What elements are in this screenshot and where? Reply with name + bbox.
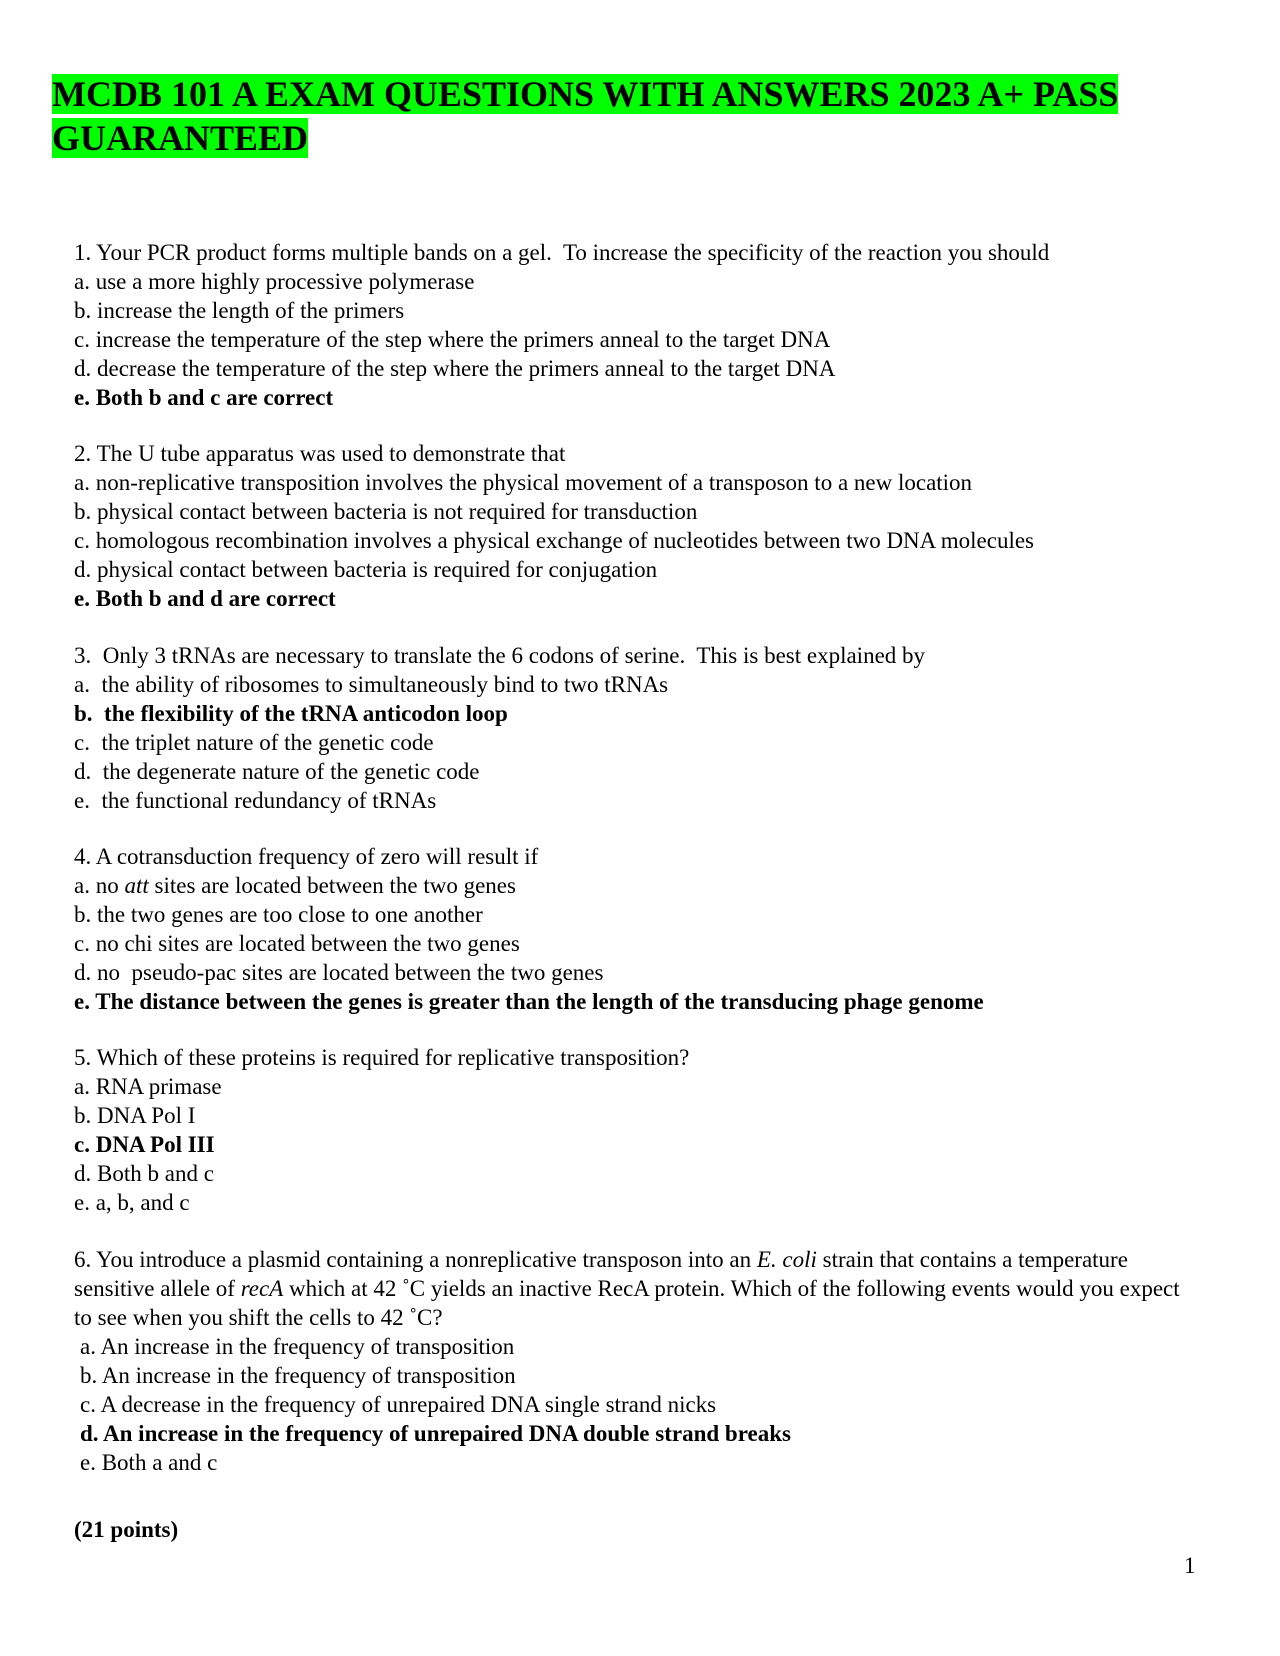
option-c-answer: c. DNA Pol III [74,1132,215,1157]
option-a: a. RNA primase [74,1074,222,1099]
option-d: d. decrease the temperature of the step where the primers anneal to the target DNA [74,356,836,381]
option-e: e. Both a and c [80,1450,218,1475]
option-c: c. no chi sites are located between the two genes [74,931,520,956]
question-stem: 6. You introduce a plasmid containing a nonreplicative transposon into an E. coli strain that contains a temperature sensitive allele of recA which at 42 ˚C yields an inactive RecA protein. Which of the following events would you expect to see when you shift the cells to 42 ˚C? [74,1247,1180,1330]
question-5 [74,1043,1194,1217]
option-d-answer: d. An increase in the frequency of unrepaired DNA double strand breaks [80,1421,791,1446]
question-stem: 5. Which of these proteins is required for replicative transposition? [74,1045,690,1070]
question-4 [74,842,1194,1016]
question-stem: 1. Your PCR product forms multiple bands on a gel. To increase the specificity of the reaction you should [74,240,1050,265]
option-e: e. the functional redundancy of tRNAs [74,788,437,813]
option-b: b. physical contact between bacteria is not required for transduction [74,499,698,524]
option-a: a. no att sites are located between the two genes [74,873,516,898]
option-c: c. homologous recombination involves a physical exchange of nucleotides between two DNA molecules [74,528,1035,553]
document-title: MCDB 101 A EXAM QUESTIONS WITH ANSWERS 2023 A+ PASS GUARANTEED [52,74,1119,158]
option-b: b. increase the length of the primers [74,298,405,323]
option-d: d. physical contact between bacteria is required for conjugation [74,557,658,582]
option-b: b. the two genes are too close to one another [74,902,483,927]
option-e-answer: e. Both b and c are correct [74,385,334,410]
option-e-answer: e. The distance between the genes is greater than the length of the transducing phage genome [74,989,984,1014]
option-c: c. increase the temperature of the step where the primers anneal to the target DNA [74,327,831,352]
option-d: d. Both b and c [74,1161,214,1186]
question-6 [74,1245,1194,1477]
question-stem: 2. The U tube apparatus was used to demonstrate that [74,441,566,466]
option-e: e. a, b, and c [74,1190,190,1215]
question-stem: 4. A cotransduction frequency of zero will result if [74,844,539,869]
option-b-answer: b. the flexibility of the tRNA anticodon loop [74,701,508,726]
option-b: b. An increase in the frequency of transposition [80,1363,516,1388]
question-3 [74,641,1194,815]
option-c: c. A decrease in the frequency of unrepaired DNA single strand nicks [80,1392,717,1417]
option-a: a. use a more highly processive polymerase [74,269,475,294]
option-d: d. the degenerate nature of the genetic code [74,759,480,784]
page-number: 1 [1184,1553,1196,1578]
option-a: a. An increase in the frequency of transposition [80,1334,515,1359]
option-a: a. the ability of ribosomes to simultaneously bind to two tRNAs [74,672,669,697]
option-b: b. DNA Pol I [74,1103,196,1128]
question-stem: 3. Only 3 tRNAs are necessary to translate the 6 codons of serine. This is best explained by [74,643,926,668]
option-c: c. the triplet nature of the genetic code [74,730,434,755]
option-a: a. non-replicative transposition involves the physical movement of a transposon to a new location [74,470,973,495]
option-d: d. no pseudo-pac sites are located between the two genes [74,960,604,985]
question-2 [74,439,1194,613]
points-total: (21 points) [74,1517,179,1542]
question-1 [74,238,1194,412]
option-e-answer: e. Both b and d are correct [74,586,336,611]
